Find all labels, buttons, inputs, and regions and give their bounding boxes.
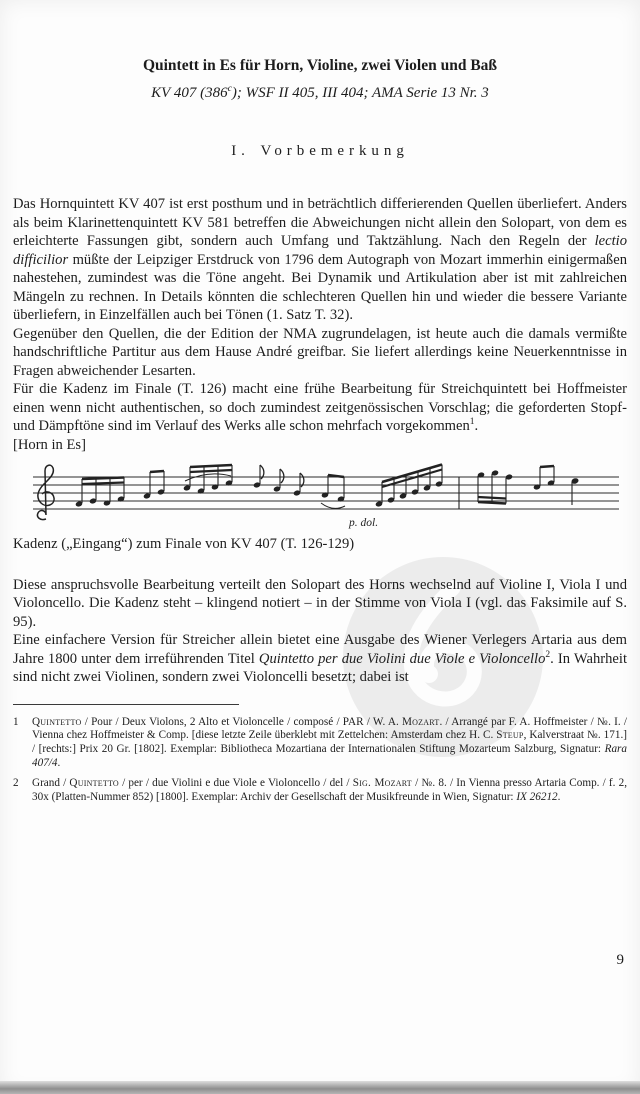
footnote-rule	[13, 704, 239, 705]
scan-bottom-edge	[0, 1081, 640, 1094]
paragraph-4: Diese anspruchsvolle Bearbeitung verteilt den Solopart des Horns wechselnd auf Violine I, Viola I und Violoncello. Die Kadenz steht – klingend notiert – in der Stimme von Viola I (vgl. das Faksimile auf S. 95).	[13, 576, 627, 630]
music-example	[13, 457, 627, 535]
footnote-1	[13, 716, 627, 771]
footnote-area	[13, 704, 627, 805]
paragraph-3: Für die Kadenz im Finale (T. 126) macht eine frühe Bearbeitung für Streichquintett bei Hoffmeister einen wenn nicht authentischen, so doch zumindest zeitgenössischen Vorschlag; die geforderten Stopf- und Dämpftöne sind im Verlauf des Werks alle schon mehrfach vorgekommen$^1$.	[13, 381, 627, 434]
footnote-2	[13, 777, 627, 804]
work-title: Quintett in Es für Horn, Violine, zwei Violen und Baß	[142, 57, 498, 74]
dynamic-marking: p. dol.	[349, 517, 379, 529]
music-example-caption: Kadenz („Eingang“) zum Finale von KV 407 (T. 126-129)	[13, 536, 355, 552]
horn-in-es-label: [Horn in Es]	[13, 436, 86, 453]
footnote-number: 1	[13, 715, 19, 728]
page-content	[13, 56, 627, 812]
footnote-text: Quintetto / Pour / Deux Violons, 2 Alto et Violoncelle / composé / PAR / W. A. Mozart. / Arrangé par F. A. Hoffmeister / №. I. / Vienna chez Hoffmeister & Comp. [diese letzte Zeile überklebt mit Zettelchen: Amsterdam chez H. C. Steup, Kalverstraat №. 171.] / [rechts:] Prix 20 Gr. [1802]. Exemplar: Bibliotheca Mozartiana der Internationalen Stiftung Mozarteum Salzburg, Signatur: Rara 407/4.	[32, 715, 627, 769]
paragraph-2: Gegenüber den Quellen, die der Edition der NMA zugrundelagen, ist heute auch die damals vermißte handschriftliche Partitur aus dem Hause André greifbar. Sie liefert allerdings keine Neuerkenntnisse in Fragen abweichender Lesarten.	[13, 325, 627, 379]
footnote-number: 2	[13, 777, 19, 790]
page-number: 9	[616, 952, 624, 968]
body-text	[13, 195, 627, 687]
music-notation-staff	[13, 457, 627, 535]
section-heading: I. Vorbemerkung	[231, 143, 409, 159]
footnotes	[13, 716, 627, 805]
treble-clef-icon	[37, 465, 54, 519]
footnote-text: Grand / Quintetto / per / due Violini e due Viole e Violoncello / del / Sig. Mozart / №. 8. / In Vienna presso Artaria Comp. / f. 2, 30x (Platten-Nummer 852) [1800]. Exemplar: Archiv der Gesellschaft der Musikfreunde in Wien, Signatur: IX 26212.	[32, 777, 627, 804]
paragraph-5: Eine einfachere Version für Streicher allein bietet eine Ausgabe des Wiener Verlegers Artaria aus dem Jahre 1800 unter dem irreführenden Titel Quintetto per due Violini due Viole e Violoncello$^2$. In Wahrheit sind nicht zwei Violinen, sondern zwei Violoncelli besetzt; dabei ist	[13, 632, 627, 685]
paragraph-1: Das Hornquintett KV 407 ist erst posthum und in beträchtlich differierenden Quellen überliefert. Anders als beim Klarinettenquintett KV 581 betreffen die Abweichungen nicht allein den Solopart, von dem es erleichterte Fassungen gibt, sondern auch Umfang und Taktzählung. Nach den Regeln der lectio difficilior müßte der Leipziger Erstdruck von 1796 dem Autograph von Mozart immerhin einigermaßen nahestehen, zumindest was die Töne angeht. Bei Dynamik und Artikulation aber ist mit zahlreichen Mängeln zu rechnen. In Details könnten die schlechteren Quellen hin und wieder die bessere Variante überliefern, in Einzelfällen auch bei Tönen (1. Satz T. 32).	[13, 196, 627, 323]
catalog-subtitle: KV 407 (386$^c$); WSF II 405, III 404; AMA Serie 13 Nr. 3	[151, 83, 489, 101]
